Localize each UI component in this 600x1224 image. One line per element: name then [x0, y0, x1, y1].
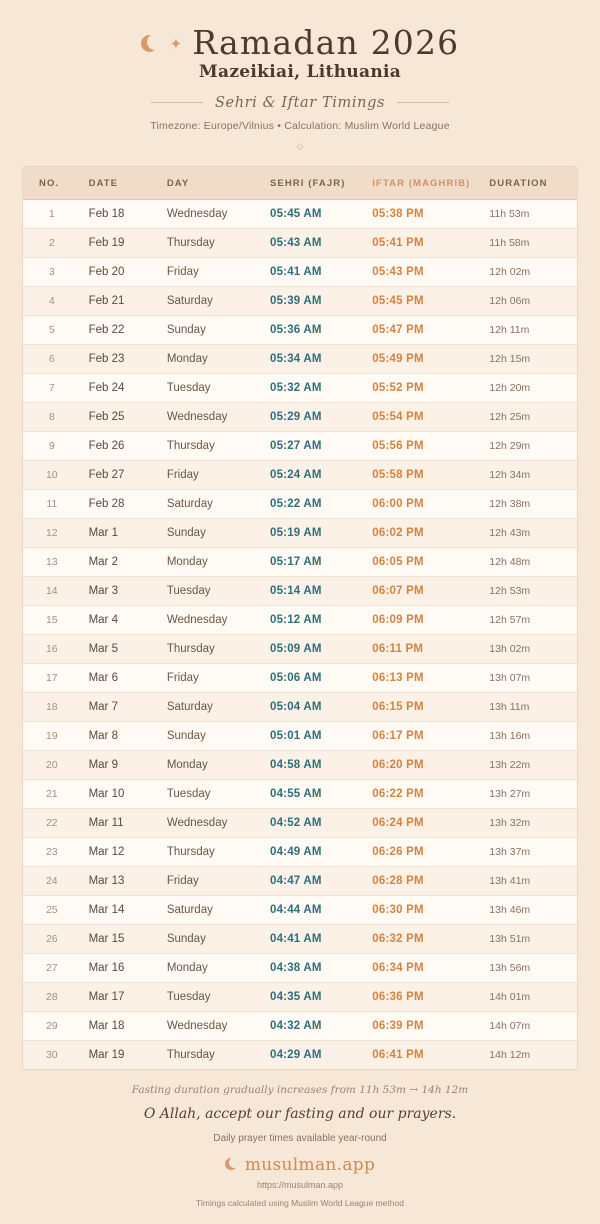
- cell-iftar: 06:26 PM: [364, 837, 481, 866]
- cell-date: Mar 6: [81, 663, 159, 692]
- title-row: [20, 23, 580, 62]
- cell-duration: 12h 48m: [481, 547, 577, 576]
- cell-day: Thursday: [159, 228, 262, 257]
- table-row: [23, 228, 577, 257]
- cell-day: Tuesday: [159, 982, 262, 1011]
- cell-day: Sunday: [159, 924, 262, 953]
- table-row: [23, 605, 577, 634]
- table-row: [23, 257, 577, 286]
- cell-no: 1: [23, 199, 81, 228]
- cell-duration: 13h 02m: [481, 634, 577, 663]
- cell-day: Friday: [159, 663, 262, 692]
- table-row: [23, 489, 577, 518]
- calculation-method-note: Timings calculated using Muslim World League method: [196, 1197, 404, 1208]
- column-header-date: DATE: [81, 167, 159, 200]
- cell-iftar: 05:41 PM: [364, 228, 481, 257]
- cell-no: 15: [23, 605, 81, 634]
- cell-no: 10: [23, 460, 81, 489]
- cell-duration: 13h 16m: [481, 721, 577, 750]
- table-row: [23, 286, 577, 315]
- table-row: [23, 808, 577, 837]
- page-subtitle: Sehri & Iftar Timings: [214, 94, 385, 111]
- cell-date: Mar 1: [81, 518, 159, 547]
- cell-duration: 12h 43m: [481, 518, 577, 547]
- cell-no: 2: [23, 228, 81, 257]
- table-row: [23, 663, 577, 692]
- cell-no: 23: [23, 837, 81, 866]
- table-row: [23, 750, 577, 779]
- cell-sehri: 04:29 AM: [262, 1040, 364, 1069]
- cell-duration: 13h 37m: [481, 837, 577, 866]
- cell-no: 21: [23, 779, 81, 808]
- cell-duration: 13h 56m: [481, 953, 577, 982]
- cell-sehri: 04:41 AM: [262, 924, 364, 953]
- rule-left: [151, 102, 203, 103]
- cell-day: Saturday: [159, 895, 262, 924]
- cell-day: Saturday: [159, 286, 262, 315]
- cell-iftar: 06:17 PM: [364, 721, 481, 750]
- cell-no: 14: [23, 576, 81, 605]
- cell-duration: 12h 29m: [481, 431, 577, 460]
- cell-iftar: 05:45 PM: [364, 286, 481, 315]
- cell-date: Mar 7: [81, 692, 159, 721]
- cell-date: Mar 9: [81, 750, 159, 779]
- cell-duration: 13h 07m: [481, 663, 577, 692]
- cell-date: Feb 28: [81, 489, 159, 518]
- cell-no: 19: [23, 721, 81, 750]
- duration-note: Fasting duration gradually increases from 11h 53m → 14h 12m: [131, 1083, 469, 1096]
- table-row: [23, 924, 577, 953]
- timings-table: [23, 167, 577, 1069]
- cell-day: Friday: [159, 866, 262, 895]
- cell-sehri: 05:09 AM: [262, 634, 364, 663]
- cell-no: 30: [23, 1040, 81, 1069]
- cell-iftar: 06:05 PM: [364, 547, 481, 576]
- cell-iftar: 06:00 PM: [364, 489, 481, 518]
- cell-date: Feb 23: [81, 344, 159, 373]
- cell-date: Mar 10: [81, 779, 159, 808]
- cell-duration: 14h 12m: [481, 1040, 577, 1069]
- cell-duration: 12h 06m: [481, 286, 577, 315]
- cell-sehri: 05:06 AM: [262, 663, 364, 692]
- table-row: [23, 721, 577, 750]
- brand-name[interactable]: musulman.app: [244, 1154, 376, 1175]
- cell-day: Sunday: [159, 315, 262, 344]
- cell-no: 28: [23, 982, 81, 1011]
- cell-duration: 14h 07m: [481, 1011, 577, 1040]
- column-header-iftar: IFTAR (MAGHRIB): [364, 167, 481, 200]
- table-header: [23, 167, 577, 200]
- cell-date: Mar 4: [81, 605, 159, 634]
- column-header-no: NO.: [23, 167, 81, 200]
- cell-no: 29: [23, 1011, 81, 1040]
- cell-duration: 12h 02m: [481, 257, 577, 286]
- cell-sehri: 05:04 AM: [262, 692, 364, 721]
- brand-row[interactable]: [20, 1155, 580, 1175]
- cell-iftar: 05:49 PM: [364, 344, 481, 373]
- cell-sehri: 05:14 AM: [262, 576, 364, 605]
- cell-duration: 12h 53m: [481, 576, 577, 605]
- cell-iftar: 06:13 PM: [364, 663, 481, 692]
- cell-duration: 13h 22m: [481, 750, 577, 779]
- cell-date: Mar 12: [81, 837, 159, 866]
- cell-no: 8: [23, 402, 81, 431]
- cell-day: Tuesday: [159, 576, 262, 605]
- cell-iftar: 05:47 PM: [364, 315, 481, 344]
- cell-sehri: 05:29 AM: [262, 402, 364, 431]
- cell-iftar: 06:09 PM: [364, 605, 481, 634]
- cell-day: Thursday: [159, 837, 262, 866]
- table-row: [23, 373, 577, 402]
- cell-iftar: 06:34 PM: [364, 953, 481, 982]
- cell-day: Saturday: [159, 489, 262, 518]
- cell-date: Mar 18: [81, 1011, 159, 1040]
- cell-duration: 12h 34m: [481, 460, 577, 489]
- table-row: [23, 692, 577, 721]
- cell-date: Feb 25: [81, 402, 159, 431]
- cell-sehri: 05:12 AM: [262, 605, 364, 634]
- cell-duration: 12h 15m: [481, 344, 577, 373]
- cell-day: Wednesday: [159, 402, 262, 431]
- cell-iftar: 05:38 PM: [364, 199, 481, 228]
- table-row: [23, 576, 577, 605]
- cell-sehri: 04:47 AM: [262, 866, 364, 895]
- cell-date: Mar 15: [81, 924, 159, 953]
- cell-no: 20: [23, 750, 81, 779]
- cell-date: Feb 21: [81, 286, 159, 315]
- cell-iftar: 06:24 PM: [364, 808, 481, 837]
- cell-no: 11: [23, 489, 81, 518]
- rule-right: [397, 102, 449, 103]
- cell-no: 22: [23, 808, 81, 837]
- cell-iftar: 06:20 PM: [364, 750, 481, 779]
- cell-iftar: 06:11 PM: [364, 634, 481, 663]
- table-row: [23, 866, 577, 895]
- cell-iftar: 06:28 PM: [364, 866, 481, 895]
- cell-date: Feb 20: [81, 257, 159, 286]
- availability-note: Daily prayer times available year-round: [213, 1132, 387, 1144]
- table-header-row: [23, 167, 577, 200]
- cell-day: Saturday: [159, 692, 262, 721]
- cell-iftar: 05:56 PM: [364, 431, 481, 460]
- cell-day: Wednesday: [159, 605, 262, 634]
- cell-duration: 13h 51m: [481, 924, 577, 953]
- cell-date: Feb 22: [81, 315, 159, 344]
- cell-day: Sunday: [159, 721, 262, 750]
- cell-sehri: 04:55 AM: [262, 779, 364, 808]
- crescent-moon-icon: [141, 35, 160, 54]
- cell-date: Mar 14: [81, 895, 159, 924]
- cell-sehri: 05:24 AM: [262, 460, 364, 489]
- table-row: [23, 547, 577, 576]
- cell-duration: 12h 11m: [481, 315, 577, 344]
- cell-duration: 13h 41m: [481, 866, 577, 895]
- cell-no: 5: [23, 315, 81, 344]
- brand-crescent-moon-icon: [225, 1158, 238, 1171]
- cell-duration: 13h 11m: [481, 692, 577, 721]
- cell-date: Mar 3: [81, 576, 159, 605]
- cell-day: Wednesday: [159, 1011, 262, 1040]
- cell-date: Feb 26: [81, 431, 159, 460]
- cell-duration: 13h 27m: [481, 779, 577, 808]
- cell-sehri: 05:36 AM: [262, 315, 364, 344]
- cell-no: 25: [23, 895, 81, 924]
- cell-day: Friday: [159, 460, 262, 489]
- cell-iftar: 05:58 PM: [364, 460, 481, 489]
- table-row: [23, 634, 577, 663]
- cell-sehri: 05:22 AM: [262, 489, 364, 518]
- cell-date: Feb 24: [81, 373, 159, 402]
- table-row: [23, 1040, 577, 1069]
- column-header-day: DAY: [159, 167, 262, 200]
- table-row: [23, 402, 577, 431]
- cell-day: Sunday: [159, 518, 262, 547]
- site-url[interactable]: https://musulman.app: [256, 1179, 344, 1190]
- cell-day: Wednesday: [159, 199, 262, 228]
- cell-no: 18: [23, 692, 81, 721]
- table-row: [23, 837, 577, 866]
- cell-no: 27: [23, 953, 81, 982]
- cell-duration: 11h 58m: [481, 228, 577, 257]
- cell-iftar: 05:43 PM: [364, 257, 481, 286]
- cell-iftar: 06:02 PM: [364, 518, 481, 547]
- table-row: [23, 315, 577, 344]
- table-row: [23, 1011, 577, 1040]
- cell-day: Thursday: [159, 1040, 262, 1069]
- cell-no: 13: [23, 547, 81, 576]
- column-header-duration: DURATION: [481, 167, 577, 200]
- cell-sehri: 04:49 AM: [262, 837, 364, 866]
- cell-no: 16: [23, 634, 81, 663]
- cell-no: 7: [23, 373, 81, 402]
- timezone-calculation-meta: Timezone: Europe/Vilnius • Calculation: Muslim World League: [150, 119, 450, 132]
- cell-day: Monday: [159, 750, 262, 779]
- page-footer: [0, 1070, 600, 1214]
- cell-sehri: 05:41 AM: [262, 257, 364, 286]
- cell-iftar: 06:15 PM: [364, 692, 481, 721]
- cell-day: Tuesday: [159, 779, 262, 808]
- page-header: [0, 22, 600, 152]
- cell-sehri: 05:39 AM: [262, 286, 364, 315]
- cell-day: Thursday: [159, 634, 262, 663]
- cell-duration: 14h 01m: [481, 982, 577, 1011]
- cell-iftar: 06:30 PM: [364, 895, 481, 924]
- cell-duration: 12h 25m: [481, 402, 577, 431]
- table-row: [23, 779, 577, 808]
- cell-date: Feb 27: [81, 460, 159, 489]
- star-icon: ✦: [169, 35, 183, 53]
- cell-sehri: 05:32 AM: [262, 373, 364, 402]
- table-row: [23, 895, 577, 924]
- cell-date: Mar 8: [81, 721, 159, 750]
- cell-iftar: 06:32 PM: [364, 924, 481, 953]
- cell-sehri: 05:17 AM: [262, 547, 364, 576]
- table-row: [23, 518, 577, 547]
- cell-no: 6: [23, 344, 81, 373]
- cell-iftar: 05:54 PM: [364, 402, 481, 431]
- cell-day: Monday: [159, 547, 262, 576]
- cell-no: 26: [23, 924, 81, 953]
- cell-duration: 13h 32m: [481, 808, 577, 837]
- cell-date: Mar 11: [81, 808, 159, 837]
- cell-day: Tuesday: [159, 373, 262, 402]
- cell-day: Monday: [159, 953, 262, 982]
- table-row: [23, 344, 577, 373]
- cell-sehri: 04:35 AM: [262, 982, 364, 1011]
- cell-sehri: 05:01 AM: [262, 721, 364, 750]
- cell-duration: 12h 20m: [481, 373, 577, 402]
- cell-sehri: 05:34 AM: [262, 344, 364, 373]
- cell-iftar: 06:07 PM: [364, 576, 481, 605]
- cell-duration: 12h 57m: [481, 605, 577, 634]
- cell-iftar: 06:22 PM: [364, 779, 481, 808]
- page-title: Ramadan 2026: [192, 23, 460, 62]
- cell-no: 17: [23, 663, 81, 692]
- cell-sehri: 04:38 AM: [262, 953, 364, 982]
- cell-date: Mar 19: [81, 1040, 159, 1069]
- cell-no: 24: [23, 866, 81, 895]
- location-label: Mazeikiai, Lithuania: [198, 61, 402, 82]
- cell-day: Wednesday: [159, 808, 262, 837]
- cell-date: Feb 19: [81, 228, 159, 257]
- table-row: [23, 431, 577, 460]
- cell-sehri: 05:19 AM: [262, 518, 364, 547]
- cell-no: 9: [23, 431, 81, 460]
- column-header-sehri: SEHRI (FAJR): [262, 167, 364, 200]
- cell-iftar: 05:52 PM: [364, 373, 481, 402]
- diamond-ornament-icon: ◇: [296, 140, 304, 151]
- cell-date: Mar 5: [81, 634, 159, 663]
- cell-no: 3: [23, 257, 81, 286]
- cell-sehri: 04:58 AM: [262, 750, 364, 779]
- cell-day: Friday: [159, 257, 262, 286]
- cell-day: Monday: [159, 344, 262, 373]
- timings-table-card: [22, 166, 578, 1070]
- table-row: [23, 982, 577, 1011]
- cell-duration: 12h 38m: [481, 489, 577, 518]
- cell-sehri: 05:45 AM: [262, 199, 364, 228]
- cell-duration: 11h 53m: [481, 199, 577, 228]
- cell-sehri: 04:44 AM: [262, 895, 364, 924]
- cell-sehri: 05:27 AM: [262, 431, 364, 460]
- table-row: [23, 199, 577, 228]
- cell-date: Mar 17: [81, 982, 159, 1011]
- cell-no: 4: [23, 286, 81, 315]
- dua-text: O Allah, accept our fasting and our prayers.: [143, 1105, 457, 1122]
- cell-duration: 13h 46m: [481, 895, 577, 924]
- table-row: [23, 460, 577, 489]
- subtitle-row: [20, 95, 580, 111]
- table-row: [23, 953, 577, 982]
- cell-date: Feb 18: [81, 199, 159, 228]
- cell-no: 12: [23, 518, 81, 547]
- cell-sehri: 04:32 AM: [262, 1011, 364, 1040]
- cell-date: Mar 2: [81, 547, 159, 576]
- cell-sehri: 04:52 AM: [262, 808, 364, 837]
- cell-iftar: 06:41 PM: [364, 1040, 481, 1069]
- table-body: [23, 199, 577, 1069]
- cell-date: Mar 13: [81, 866, 159, 895]
- cell-date: Mar 16: [81, 953, 159, 982]
- cell-iftar: 06:36 PM: [364, 982, 481, 1011]
- cell-iftar: 06:39 PM: [364, 1011, 481, 1040]
- cell-day: Thursday: [159, 431, 262, 460]
- cell-sehri: 05:43 AM: [262, 228, 364, 257]
